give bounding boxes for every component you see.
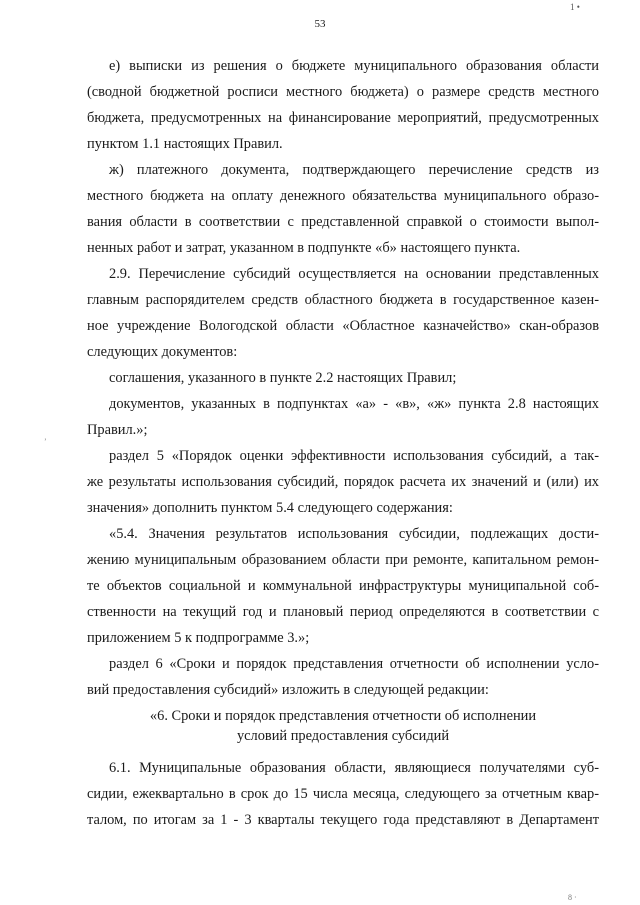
paragraph-2-9-line-2: главным распорядителем средств областного бюджета в государственное казен- <box>87 292 599 308</box>
paragraph-documents-line-1: документов, указанных в подпунктах «а» - «в», «ж» пункта 2.8 настоящих <box>109 396 599 412</box>
paragraph-2-9-line-3: ное учреждение Вологодской области «Областное казначейство» скан-образов <box>87 318 599 334</box>
bottom-mark: 8 · <box>568 893 577 902</box>
paragraph-section5-line-3: значения» дополнить пунктом 5.4 следующего содержания: <box>87 500 453 516</box>
paragraph-section6-line-2: вий предоставления субсидий» изложить в следующей редакции: <box>87 682 489 698</box>
paragraph-6-1-line-1: 6.1. Муниципальные образования области, являющиеся получателями суб- <box>109 760 599 776</box>
paragraph-e-line-2: (сводной бюджетной росписи местного бюджета) о размере средств местного <box>87 84 599 100</box>
paragraph-5-4-line-5: приложением 5 к подпрограмме 3.»; <box>87 630 310 646</box>
page-number: 53 <box>314 18 326 30</box>
paragraph-5-4-line-2: жению муниципальным образованием области при ремонте, капитальном ремон- <box>87 552 599 568</box>
paragraph-2-9-line-1: 2.9. Перечисление субсидий осуществляется на основании представленных <box>109 266 599 282</box>
section-heading <box>87 706 599 746</box>
section-heading-line-2: условий предоставления субсидий <box>236 728 450 744</box>
paragraph-section6-line-1: раздел 6 «Сроки и порядок представления отчетности об исполнении усло- <box>109 656 599 672</box>
paragraph-5-4-line-3: те объектов социальной и коммунальной инфраструктуры муниципальной соб- <box>87 578 599 594</box>
paragraph-documents-line-2: Правил.»; <box>87 422 148 438</box>
paragraph-zh-line-1: ж) платежного документа, подтверждающего перечисление средств из <box>109 162 599 178</box>
paragraph-zh-line-3: вания области в соответствии с представленной справкой о стоимости выпол- <box>87 214 599 230</box>
paragraph-5-4-line-4: ственности на текущий год и плановый период определяются в соответствии с <box>87 604 599 620</box>
margin-mark: ’ <box>44 437 47 446</box>
paragraph-6-1-line-3: талом, по итогам за 1 - 3 кварталы текущего года представляют в Департамент <box>87 812 599 828</box>
paragraph-zh-line-2: местного бюджета на оплату денежного обязательства муниципального образо- <box>87 188 599 204</box>
paragraph-e-line-4: пунктом 1.1 настоящих Правил. <box>87 136 283 152</box>
paragraph-5-4-line-1: «5.4. Значения результатов использования субсидии, подлежащих дости- <box>109 526 599 542</box>
section-heading-line-1: «6. Сроки и порядок представления отчетности об исполнении <box>149 708 537 724</box>
paragraph-e-line-1: е) выписки из решения о бюджете муниципального образования области <box>109 58 599 74</box>
paragraph-section5-line-1: раздел 5 «Порядок оценки эффективности использования субсидий, а так- <box>109 448 599 464</box>
paragraph-section5-line-2: же результаты использования субсидий, порядок расчета их значений и (или) их <box>87 474 599 490</box>
corner-mark: 1 • <box>570 2 580 12</box>
paragraph-agreement-line-1: соглашения, указанного в пункте 2.2 настоящих Правил; <box>109 370 457 386</box>
paragraph-zh-line-4: ненных работ и затрат, указанном в подпункте «б» настоящего пункта. <box>87 240 521 256</box>
paragraph-6-1-line-2: сидии, ежеквартально в срок до 15 числа месяца, следующего за отчетным квар- <box>87 786 599 802</box>
paragraph-2-9-line-4: следующих документов: <box>87 344 238 360</box>
paragraph-e-line-3: бюджета, предусмотренных на финансирование мероприятий, предусмотренных <box>87 110 599 126</box>
